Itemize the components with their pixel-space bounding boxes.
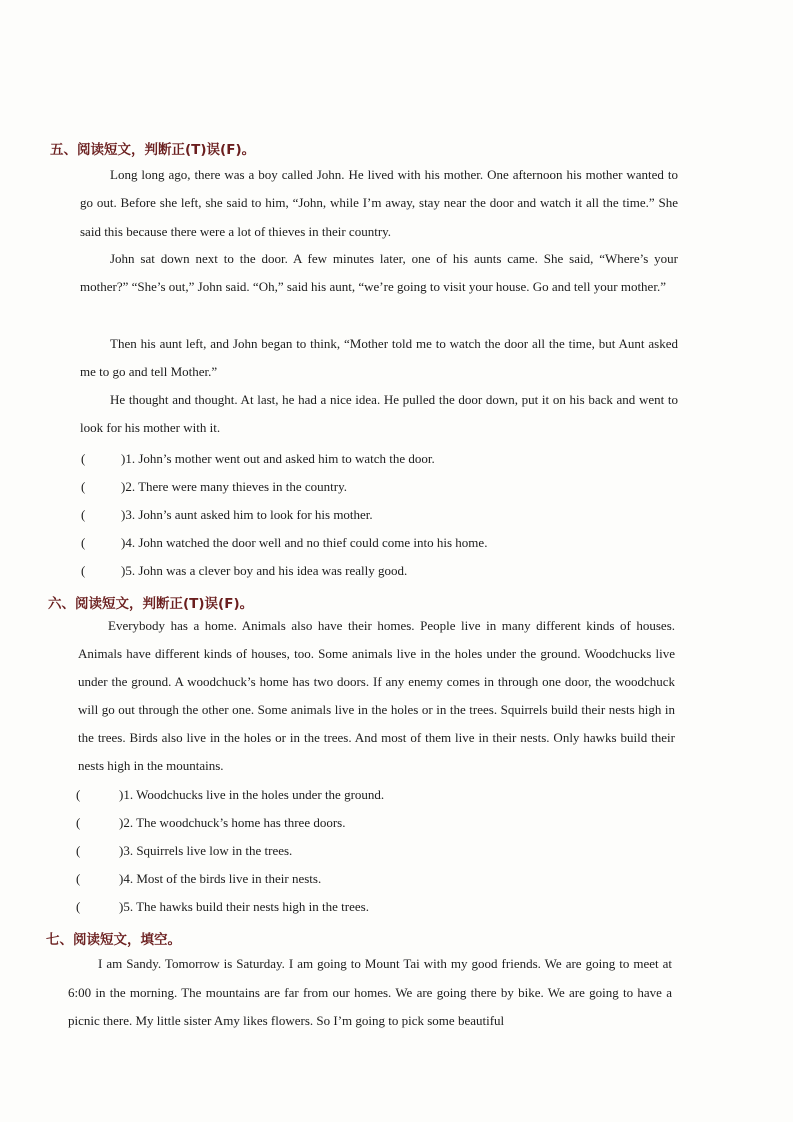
section-5-question-1 [81, 451, 435, 467]
question-text: )1. Woodchucks live in the holes under the ground. [119, 787, 385, 802]
section-5-paragraph-3: Then his aunt left, and John began to think, “Mother told me to watch the door all the time, but Aunt asked me to go and tell Mother.” [80, 336, 678, 380]
answer-blank[interactable]: ( [76, 815, 81, 830]
answer-blank[interactable]: ( [76, 871, 81, 886]
question-text: )3. Squirrels live low in the trees. [119, 843, 293, 858]
answer-blank[interactable]: ( [81, 479, 86, 494]
section-5-heading [50, 138, 255, 158]
section-5-question-4 [81, 535, 487, 551]
section-6-paragraph-1: Everybody has a home. Animals also have their homes. People live in many different kinds of houses. Animals have different kinds of houses, too. Some animals live in the holes under the ground. Woodchucks live under the ground. A woodchuck’s home has two doors. If any enemy comes in through one door, the woodchuck will go out through the other one. Some animals live in the holes or in the trees. Squirrels build their nests high in the trees. Birds also live in the holes or in the trees. And most of them live in their nests. Only hawks build their nests high in the mountains. [78, 618, 675, 773]
answer-blank[interactable]: ( [76, 787, 81, 802]
answer-blank[interactable]: ( [81, 535, 86, 550]
question-text: )5. The hawks build their nests high in the trees. [119, 899, 369, 914]
answer-blank[interactable]: ( [81, 563, 86, 578]
answer-blank[interactable]: ( [76, 899, 81, 914]
question-text: )3. John’s aunt asked him to look for his mother. [121, 507, 373, 522]
section-5-paragraph-2: John sat down next to the door. A few minutes later, one of his aunts came. She said, “Where’s your mother?” “She’s out,” John said. “Oh,” said his aunt, “we’re going to visit your house. Go and tell your mother.” [80, 251, 678, 295]
section-6-question-2 [76, 815, 345, 831]
section-5-paragraph-1: Long long ago, there was a boy called John. He lived with his mother. One afternoon his mother wanted to go out. Before she left, she said to him, “John, while I’m away, stay near the door and watch it all the time.” She said this because there were a lot of thieves in their country. [80, 167, 678, 239]
section-5-number: 五、 [50, 142, 77, 158]
section-7-number: 七、 [46, 932, 73, 948]
answer-blank[interactable]: ( [81, 451, 86, 466]
question-text: )4. Most of the birds live in their nests. [119, 871, 322, 886]
section-5-question-5 [81, 563, 407, 579]
section-6-question-3 [76, 843, 292, 859]
section-7-instruction: 阅读短文，填空。 [73, 932, 181, 948]
section-6-question-5 [76, 899, 369, 915]
section-5-instruction: 阅读短文，判断正(T)误(F)。 [77, 142, 256, 158]
section-6-heading [48, 592, 253, 612]
section-7-paragraph-1: I am Sandy. Tomorrow is Saturday. I am going to Mount Tai with my good friends. We are going to meet at 6:00 in the morning. The mountains are far from our homes. We are going there by bike. We are going to have a picnic there. My little sister Amy likes flowers. So I’m going to pick some beautiful [68, 956, 672, 1028]
section-6-question-1 [76, 787, 384, 803]
question-text: )2. The woodchuck’s home has three doors. [119, 815, 346, 830]
question-text: )1. John’s mother went out and asked him to watch the door. [121, 451, 435, 466]
section-5-question-3 [81, 507, 373, 523]
answer-blank[interactable]: ( [76, 843, 81, 858]
section-6-number: 六、 [48, 596, 75, 612]
section-5-question-2 [81, 479, 347, 495]
question-text: )2. There were many thieves in the country. [121, 479, 347, 494]
section-6-question-4 [76, 871, 321, 887]
question-text: )4. John watched the door well and no thief could come into his home. [121, 535, 488, 550]
section-7-heading [46, 928, 181, 948]
question-text: )5. John was a clever boy and his idea was really good. [121, 563, 408, 578]
section-5-paragraph-4: He thought and thought. At last, he had a nice idea. He pulled the door down, put it on his back and went to look for his mother with it. [80, 392, 678, 436]
answer-blank[interactable]: ( [81, 507, 86, 522]
section-6-instruction: 阅读短文，判断正(T)误(F)。 [75, 596, 254, 612]
